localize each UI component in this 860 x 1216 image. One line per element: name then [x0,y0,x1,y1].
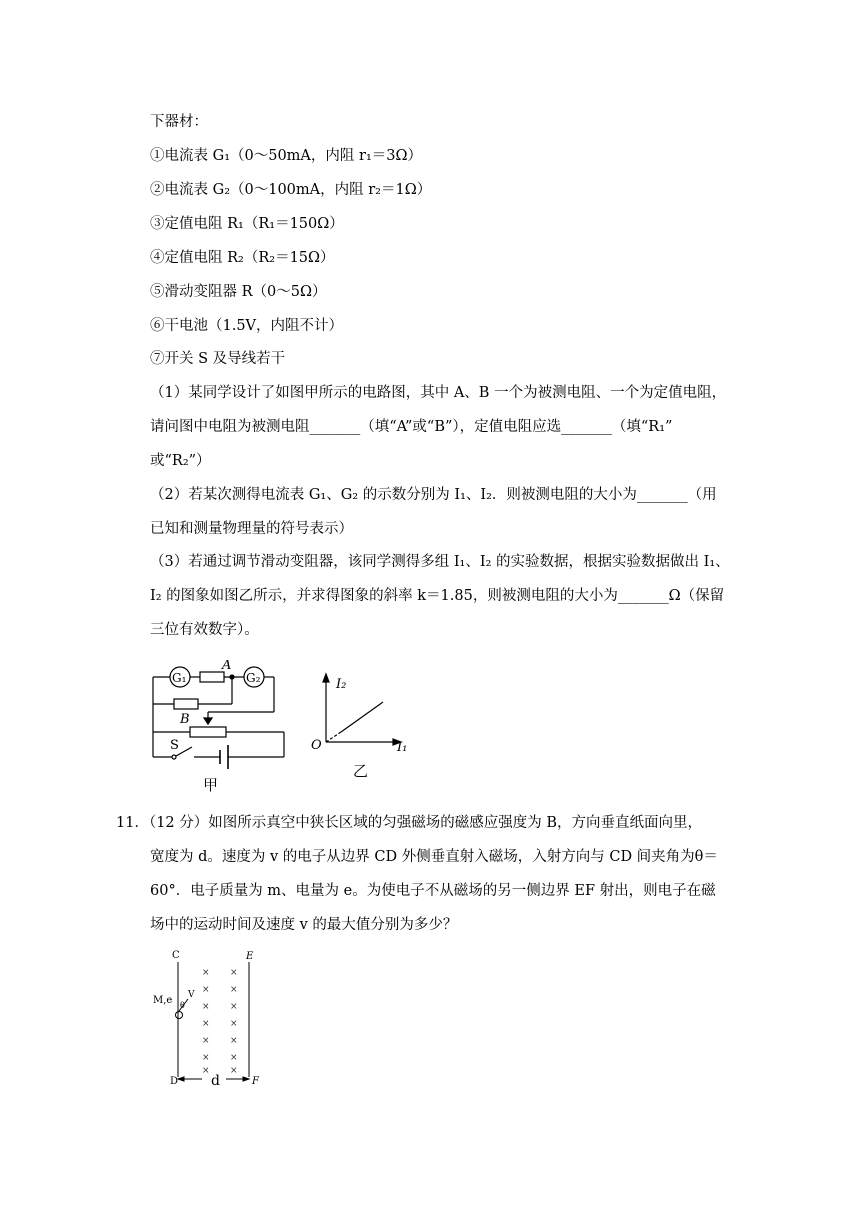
axis-y-label: I₂ [336,677,347,692]
text-line-12: （2）若某次测得电流表 G₁、G₂ 的示数分别为 I₁、I₂．则被测电阻的大小为_______（用 [150,487,717,503]
origin-label: O [311,738,322,753]
text-line-9: （1）某同学设计了如图甲所示的电路图，其中 A、B 一个为被测电阻、一个为定值电阻， [150,385,727,401]
text-line-4: ③定值电阻 R₁（R₁＝150Ω） [150,216,344,232]
text-line-3: ②电流表 G₂（0～100mA，内阻 r₂＝1Ω） [150,182,432,198]
label-e: E [246,951,254,962]
text-line-5: ④定值电阻 R₂（R₂＝15Ω） [150,250,335,266]
g2-label: G₂ [246,671,261,685]
circuit-diagram-jia [148,660,288,800]
label-c: C [172,950,180,961]
text-line-10: 请问图中电阻为被测电阻_______（填“A”或“B”），定值电阻应选_______（填“R₁” [150,419,673,435]
text-line-2: ①电流表 G₁（0～50mA，内阻 r₁＝3Ω） [150,148,423,164]
text-line-15: I₂ 的图象如图乙所示，并求得图象的斜率 k＝1.85，则被测电阻的大小为_______Ω（保留 [150,588,725,604]
field-cross: × [230,1036,238,1046]
switch-s-label: S [170,738,179,753]
field-cross: × [202,1066,210,1076]
magnetic-field-diagram [150,945,270,1090]
field-cross: × [202,985,210,995]
resistor-a-label: A [222,660,232,673]
label-me: M,e [153,995,173,1006]
text-line-17: 11．（12 分）如图所示真空中狭长区域的匀强磁场的磁感应强度为 B，方向垂直纸面向里， [116,815,703,831]
field-cross: × [202,1053,210,1063]
g1-label: G₁ [172,671,187,685]
text-line-6: ⑤滑动变阻器 R（0～5Ω） [150,284,327,300]
figure-caption-jia: 甲 [203,776,219,794]
text-line-16: 三位有效数字）。 [150,622,259,638]
text-line-14: （3）若通过调节滑动变阻器，该同学测得多组 I₁、I₂ 的实验数据，根据实验数据做出 I₁、 [150,554,730,570]
text-line-20: 场中的运动时间及速度 v 的最大值分别为多少？ [150,917,458,933]
field-cross: × [230,1066,238,1076]
graph-yi [305,668,415,786]
field-cross: × [230,1019,238,1029]
text-line-18: 宽度为 d。速度为 v 的电子从边界 CD 外侧垂直射入磁场，入射方向与 CD 间夹角为θ＝ [150,849,718,865]
text-line-7: ⑥干电池（1.5V，内阻不计） [150,318,344,334]
figure-caption-yi: 乙 [353,762,369,780]
axis-x-label: I₁ [397,740,408,755]
label-v: V [188,990,195,1000]
field-cross: × [230,1053,238,1063]
label-width-d: d [211,1073,220,1089]
text-line-11: 或“R₂”） [150,453,211,469]
text-line-19: 60°．电子质量为 m、电量为 e。为使电子不从磁场的另一侧边界 EF 射出，则电子在磁 [150,883,716,899]
text-line-13: 已知和测量物理量的符号表示） [150,521,353,537]
label-d-corner: D [170,1076,179,1087]
label-theta: θ [180,1001,185,1010]
text-line-8: ⑦开关 S 及导线若干 [150,351,286,367]
field-cross: × [202,1002,210,1012]
text-line-1: 下器材： [150,114,208,130]
field-cross: × [230,968,238,978]
field-cross: × [230,1002,238,1012]
field-cross: × [202,1036,210,1046]
resistor-b-label: B [180,712,190,727]
label-f: F [252,1076,259,1087]
field-cross: × [230,985,238,995]
field-cross: × [202,1019,210,1029]
field-cross: × [202,968,210,978]
